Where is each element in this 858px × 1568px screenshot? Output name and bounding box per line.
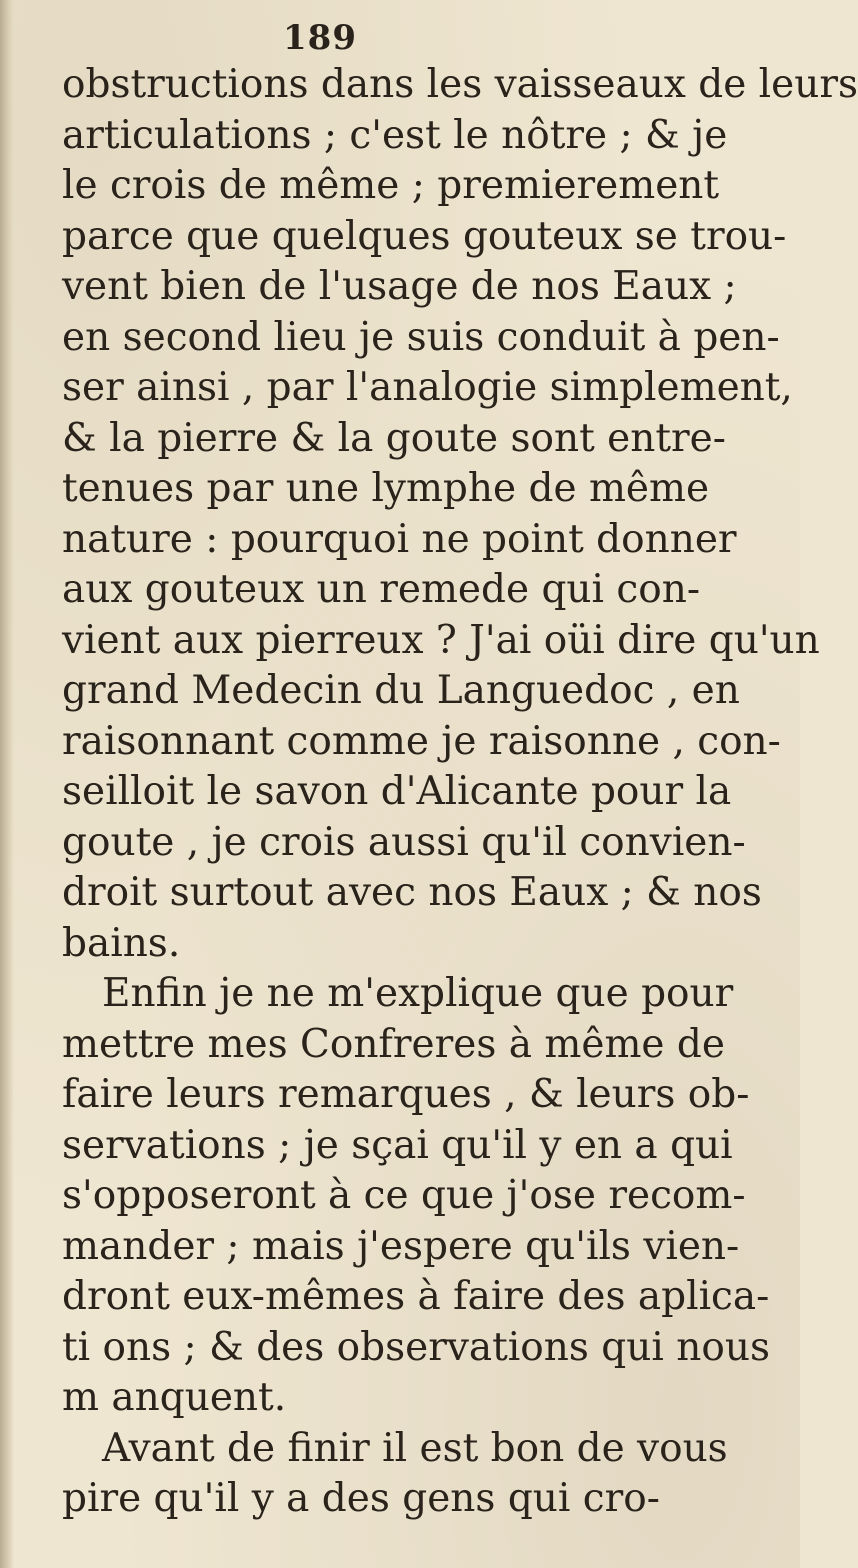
text-line: & la pierre & la goute sont entre- xyxy=(62,415,726,461)
text-line: grand Medecin du Languedoc , en xyxy=(62,668,740,713)
text-line: vent bien de l'usage de nos Eaux ; xyxy=(62,264,737,309)
page-binding-edge xyxy=(0,0,14,1568)
text-line: vient aux pierreux ? J'ai oüi dire qu'un xyxy=(62,617,820,663)
text-line: ser ainsi , par l'analogie simplement, xyxy=(62,365,793,410)
text-line: seilloit le savon d'Alicante pour la xyxy=(62,769,732,814)
body-text xyxy=(62,60,858,1525)
text-line: nature : pourquoi ne point donner xyxy=(62,516,737,562)
text-line: aux gouteux un remede qui con- xyxy=(62,567,701,612)
text-line: servations ; je sçai qu'il y en a qui xyxy=(62,1122,733,1168)
text-line: en second lieu je suis conduit à pen- xyxy=(62,314,780,360)
paragraph-start-line: Avant de finir il est bon de vous xyxy=(102,1425,728,1471)
text-line: goute , je crois aussi qu'il convien- xyxy=(62,819,746,865)
text-line: tenues par une lymphe de même xyxy=(62,466,710,511)
text-line: raisonnant comme je raisonne , con- xyxy=(62,718,781,764)
page-number: 189 xyxy=(283,18,357,58)
text-line: obstructions dans les vaisseaux de leurs xyxy=(62,62,858,107)
text-line: s'opposeront à ce que j'ose recom- xyxy=(62,1173,746,1218)
text-line: ti ons ; & des observations qui nous xyxy=(62,1324,770,1370)
text-line: bains. xyxy=(62,920,181,966)
text-line: dront eux-mêmes à faire des aplica- xyxy=(62,1274,770,1319)
text-line: pire qu'il y a des gens qui cro- xyxy=(62,1476,660,1521)
paragraph-start-line: Enfin je ne m'explique que pour xyxy=(102,971,734,1016)
text-line: articulations ; c'est le nôtre ; & je xyxy=(62,112,728,158)
text-line: m anquent. xyxy=(62,1375,287,1420)
text-line: mettre mes Confreres à même de xyxy=(62,1021,725,1067)
text-line: mander ; mais j'espere qu'ils vien- xyxy=(62,1223,740,1269)
text-line: parce que quelques gouteux se trou- xyxy=(62,213,787,259)
text-line: le crois de même ; premierement xyxy=(62,163,720,208)
text-line: faire leurs remarques , & leurs ob- xyxy=(62,1072,750,1117)
text-line: droit surtout avec nos Eaux ; & nos xyxy=(62,870,762,915)
